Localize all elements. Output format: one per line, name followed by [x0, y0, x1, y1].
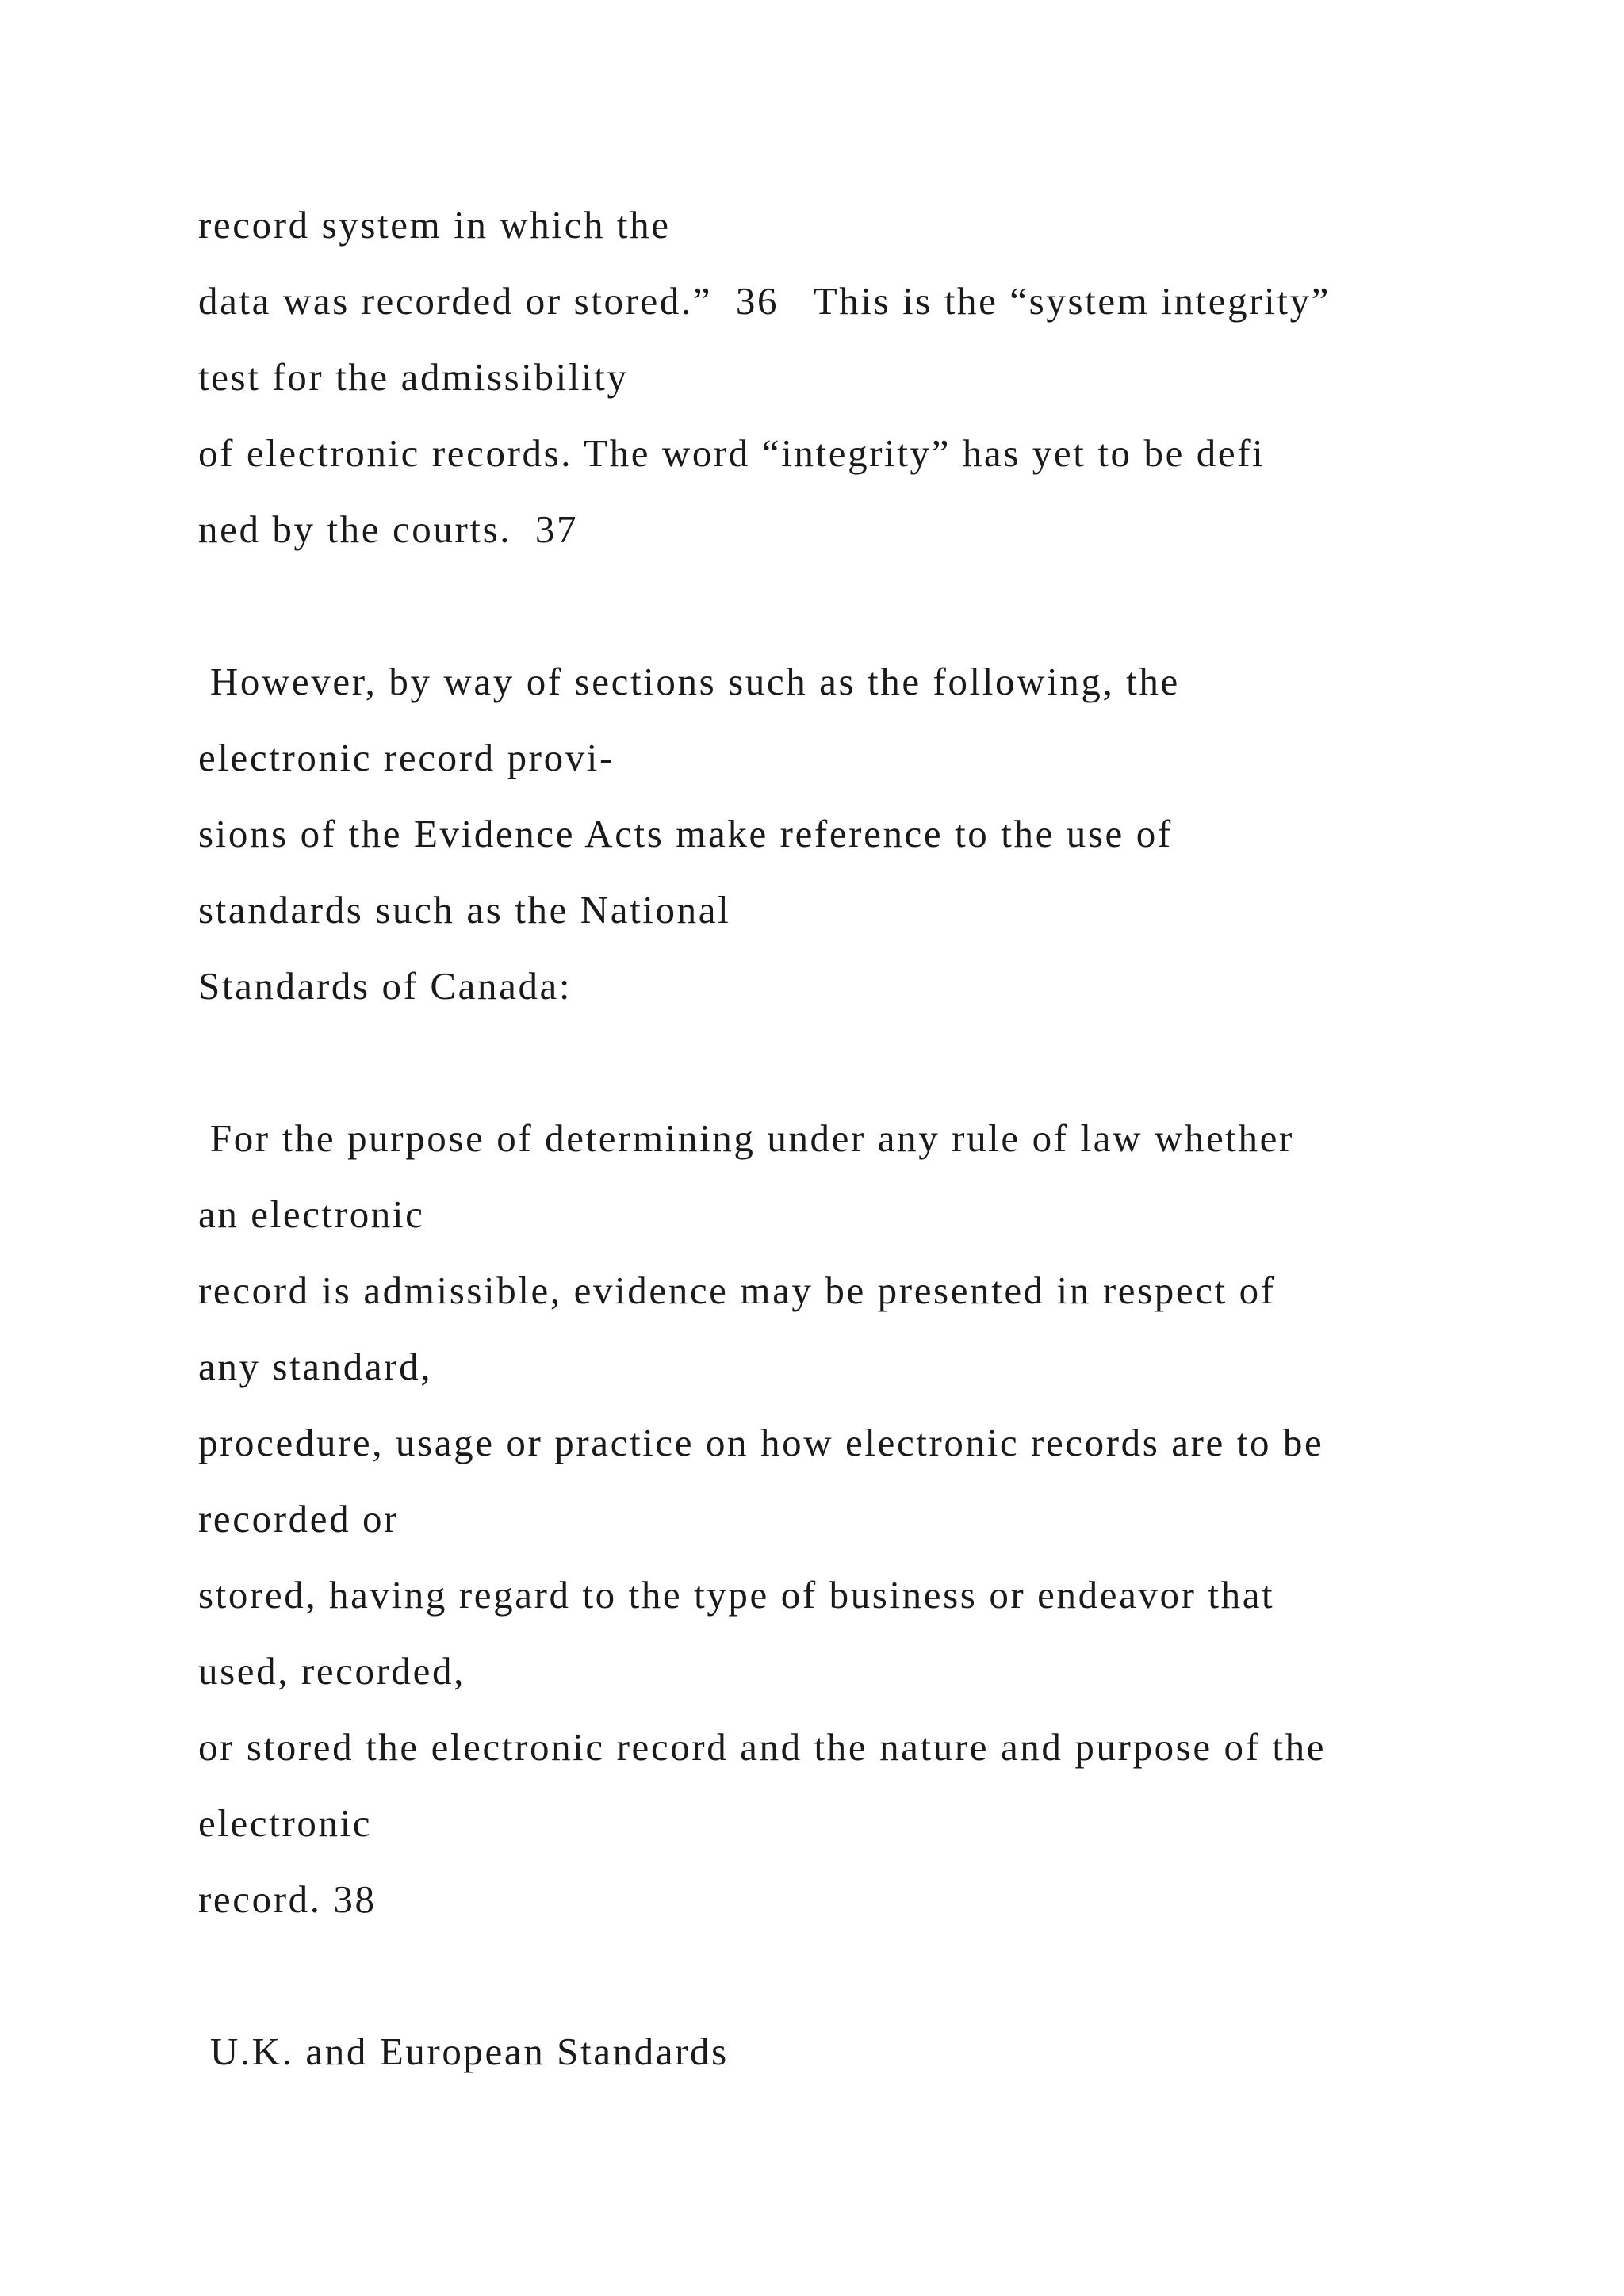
- text-line: used, recorded,: [198, 1649, 465, 1693]
- text-line: For the purpose of determining under any rule of law whether: [198, 1116, 1294, 1160]
- text-line: electronic record provi-: [198, 736, 615, 779]
- text-line: electronic: [198, 1801, 373, 1845]
- section-heading-uk-european-standards: [198, 2014, 1546, 2090]
- text-line: Standards of Canada:: [198, 964, 573, 1008]
- text-line: record is admissible, evidence may be presented in respect of: [198, 1269, 1276, 1312]
- paragraph-gap: [198, 1938, 1546, 2014]
- text-line: standards such as the National: [198, 888, 731, 932]
- text-line: any standard,: [198, 1345, 433, 1388]
- paragraph-gap: [198, 1024, 1546, 1100]
- text-line: procedure, usage or practice on how electronic records are to be: [198, 1421, 1324, 1464]
- text-line: record system in which the: [198, 203, 671, 247]
- paragraph-system-integrity: [198, 187, 1546, 568]
- text-line: or stored the electronic record and the nature and purpose of the: [198, 1725, 1327, 1769]
- section-heading: U.K. and European Standards: [198, 2030, 729, 2073]
- text-line: an electronic: [198, 1192, 425, 1236]
- text-line: ned by the courts. 37: [198, 507, 579, 551]
- text-line: of electronic records. The word “integrity” has yet to be defi: [198, 431, 1266, 475]
- text-line: recorded or: [198, 1497, 400, 1540]
- paragraph-standards-reference: [198, 644, 1546, 1024]
- document-body: [198, 187, 1546, 2090]
- text-line: sions of the Evidence Acts make reference to the use of: [198, 812, 1173, 855]
- paragraph-quoted-provision: [198, 1100, 1546, 1938]
- text-line: stored, having regard to the type of business or endeavor that: [198, 1573, 1275, 1617]
- text-line: test for the admissibility: [198, 355, 629, 399]
- text-line: data was recorded or stored.” 36 This is the “system integrity”: [198, 279, 1331, 323]
- paragraph-gap: [198, 568, 1546, 644]
- text-line: However, by way of sections such as the following, the: [198, 660, 1180, 703]
- text-line: record. 38: [198, 1877, 377, 1921]
